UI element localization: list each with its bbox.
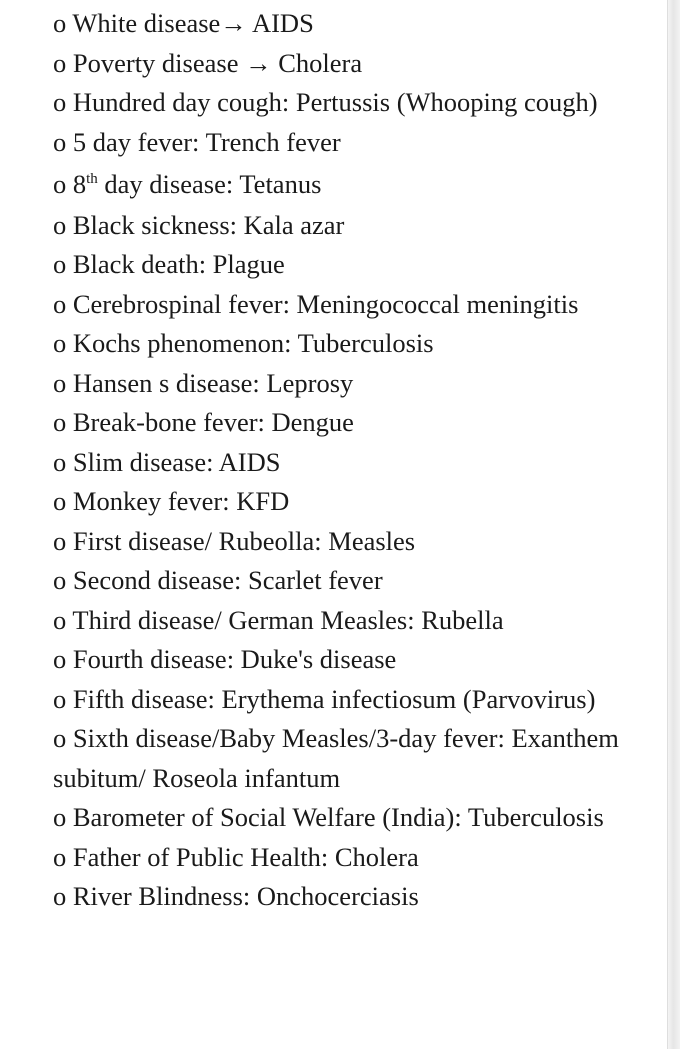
entry-text: Barometer of Social Welfare (India): Tuberculosis (72, 802, 604, 832)
entry-text: Kochs phenomenon: Tuberculosis (72, 328, 434, 358)
entry-text: Cerebrospinal fever: Meningococcal meningitis (72, 288, 579, 319)
list-item (0, 165, 660, 205)
list-item (0, 44, 660, 84)
list-item (0, 482, 660, 522)
entry-text: Second disease: Scarlet fever (72, 565, 383, 595)
bullet: o (53, 565, 67, 595)
ordinal-suffix: th (86, 171, 98, 187)
list-item (0, 364, 660, 404)
list-item (0, 838, 660, 878)
entry-text: Hansen s disease: Leprosy (72, 367, 354, 398)
entry-text: Monkey fever: KFD (72, 486, 290, 516)
bullet: o (53, 8, 67, 38)
entry-text: Break-bone fever: Dengue (72, 407, 354, 437)
bullet: o (53, 841, 67, 872)
bullet: o (53, 604, 67, 635)
list-item (0, 719, 660, 798)
entry-text: Poverty disease → Cholera (72, 47, 363, 78)
bullet: o (53, 209, 67, 240)
list-item (0, 561, 660, 601)
entry-text: Fifth disease: Erythema infectiosum (Parvovirus) (72, 683, 596, 714)
bullet: o (53, 288, 67, 319)
list-item (0, 601, 660, 641)
list-item (0, 877, 660, 917)
list-item (0, 640, 660, 680)
entry-text: Third disease/ German Measles: Rubella (72, 604, 504, 635)
bullet: o (53, 169, 67, 199)
entry-text: Fourth disease: Duke's disease (72, 644, 397, 674)
list-item (0, 206, 660, 246)
list-item (0, 798, 660, 838)
bullet: o (53, 87, 67, 117)
disease-list (0, 4, 660, 917)
entry-text: First disease/ Rubeolla: Measles (72, 525, 416, 556)
bullet: o (53, 446, 67, 477)
entry-text: Father of Public Health: Cholera (72, 841, 419, 872)
bullet: o (53, 723, 67, 753)
list-item (0, 83, 660, 123)
list-item (0, 285, 660, 325)
entry-text: Slim disease: AIDS (72, 446, 281, 477)
bullet: o (53, 881, 67, 911)
bullet: o (53, 683, 67, 714)
list-item (0, 403, 660, 443)
bullet: o (53, 525, 67, 556)
entry-text: Black sickness: Kala azar (72, 209, 345, 240)
entry-text: Black death: Plague (72, 249, 285, 279)
list-item (0, 4, 660, 44)
bullet: o (53, 249, 67, 279)
list-item (0, 680, 660, 720)
entry-text: Sixth disease/Baby Measles/3-day fever: Exanthem subitum/ Roseola infantum (53, 723, 619, 793)
bullet: o (53, 47, 67, 78)
bullet: o (53, 486, 67, 516)
list-item (0, 324, 660, 364)
entry-text: Hundred day cough: Pertussis (Whooping cough) (72, 87, 598, 117)
entry-text: White disease→ AIDS (72, 8, 314, 38)
entry-text-number: 8 (72, 169, 87, 199)
bullet: o (53, 367, 67, 398)
list-item (0, 522, 660, 562)
list-item (0, 123, 660, 163)
bullet: o (53, 644, 67, 674)
entry-text: 5 day fever: Trench fever (72, 126, 341, 157)
bullet: o (53, 126, 67, 157)
entry-text: day disease: Tetanus (97, 169, 322, 199)
bullet: o (53, 407, 67, 437)
entry-text: River Blindness: Onchocerciasis (72, 881, 419, 911)
list-item (0, 443, 660, 483)
bullet: o (53, 328, 67, 358)
list-item (0, 245, 660, 285)
scrollbar-track[interactable] (667, 0, 680, 1049)
bullet: o (53, 802, 67, 832)
